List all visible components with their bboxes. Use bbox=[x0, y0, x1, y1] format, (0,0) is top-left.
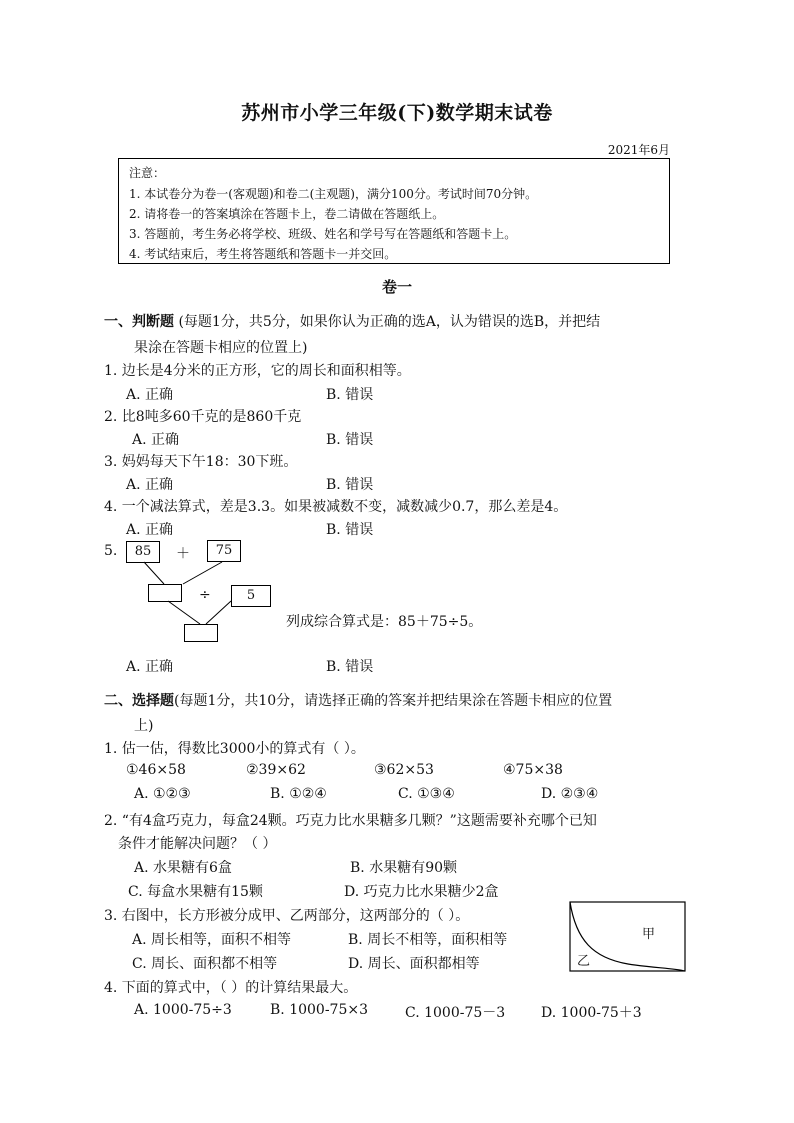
section2-header bbox=[104, 690, 612, 710]
number-box-5: 5 bbox=[231, 585, 271, 607]
divide-sign: ÷ bbox=[199, 587, 211, 603]
option-a: A. 正确 bbox=[126, 477, 174, 493]
expression-item: ③62×53 bbox=[374, 762, 434, 778]
question-2-2: 2. “有4盒巧克力，每盒24颗。巧克力比水果糖多几颗？”这题需要补充哪个已知 bbox=[104, 813, 597, 829]
option-b: B. 水果糖有90颗 bbox=[350, 860, 458, 876]
option-b: B. 错误 bbox=[326, 477, 374, 493]
page-title: 苏州市小学三年级(下)数学期末试卷 bbox=[241, 102, 553, 124]
volume-heading: 卷一 bbox=[381, 278, 412, 296]
section1-desc: (每题1分，共5分，如果你认为正确的选A，认为错误的选B，并把结 bbox=[174, 314, 601, 330]
question-1-3: 3. 妈妈每天下午18：30下班。 bbox=[104, 454, 298, 470]
question-2-2-cont: 条件才能解决问题？（ ） bbox=[118, 836, 277, 852]
question-1-2: 2. 比8吨多60千克的是860千克 bbox=[104, 409, 302, 425]
question-2-3: 3. 右图中，长方形被分成甲、乙两部分，这两部分的（ ）。 bbox=[104, 908, 470, 924]
exam-date: 2021年6月 bbox=[607, 143, 670, 157]
option-a: A. 正确 bbox=[126, 659, 174, 675]
section1-header bbox=[104, 311, 600, 331]
section1-desc-cont: 果涂在答题卡相应的位置上) bbox=[134, 340, 308, 356]
region-yi-label: 乙 bbox=[577, 954, 591, 969]
blank-box bbox=[184, 624, 218, 642]
section2-label: 二、选择题 bbox=[104, 693, 174, 709]
option-b: B. 错误 bbox=[326, 522, 374, 538]
region-jia-label: 甲 bbox=[642, 927, 656, 942]
option-b: B. 周长不相等，面积相等 bbox=[348, 932, 508, 948]
section1-label: 一、判断题 bbox=[104, 314, 174, 330]
option-a: A. 水果糖有6盒 bbox=[134, 860, 232, 876]
option-a: A. 正确 bbox=[132, 432, 180, 448]
option-b: B. 错误 bbox=[326, 432, 374, 448]
option-a: A. 1000-75÷3 bbox=[134, 1002, 232, 1018]
section2-desc-cont: 上) bbox=[134, 718, 154, 734]
option-d: D. 1000-75＋3 bbox=[541, 1005, 642, 1021]
option-b: B. 错误 bbox=[326, 659, 374, 675]
option-b: B. ①②④ bbox=[270, 786, 327, 802]
number-box-75: 75 bbox=[207, 540, 241, 562]
combined-expression-text: 列成综合算式是：85＋75÷5。 bbox=[286, 614, 483, 630]
option-b: B. 1000-75×3 bbox=[270, 1002, 368, 1018]
option-c: C. 每盒水果糖有15颗 bbox=[128, 884, 263, 900]
notice-heading: 注意： bbox=[129, 166, 166, 180]
question-2-1: 1. 估一估，得数比3000小的算式有（ ）。 bbox=[104, 741, 365, 757]
option-a: A. 正确 bbox=[126, 387, 174, 403]
notice-line: 1. 本试卷分为卷一(客观题)和卷二(主观题)，满分100分。考试时间70分钟。 bbox=[129, 187, 538, 201]
option-d: D. 巧克力比水果糖少2盒 bbox=[344, 884, 499, 900]
option-d: D. ②③④ bbox=[541, 786, 599, 802]
option-a: A. 周长相等，面积不相等 bbox=[132, 932, 292, 948]
plus-sign: ＋ bbox=[176, 546, 190, 562]
blank-box bbox=[148, 584, 182, 602]
question-1-4: 4. 一个减法算式，差是3.3。如果被减数不变，减数减少0.7，那么差是4。 bbox=[104, 499, 568, 515]
option-c: C. 1000-75－3 bbox=[405, 1005, 506, 1021]
option-c: C. ①③④ bbox=[398, 786, 455, 802]
notice-line: 4. 考试结束后，考生将答题纸和答题卡一并交回。 bbox=[129, 247, 397, 261]
option-b: B. 错误 bbox=[326, 387, 374, 403]
question-1-1: 1. 边长是4分米的正方形，它的周长和面积相等。 bbox=[104, 363, 411, 379]
question-1-5-number: 5. bbox=[104, 543, 118, 559]
number-box-85: 85 bbox=[126, 541, 160, 563]
option-a: A. 正确 bbox=[126, 522, 174, 538]
expression-item: ④75×38 bbox=[503, 762, 563, 778]
option-a: A. ①②③ bbox=[134, 786, 191, 802]
option-c: C. 周长、面积都不相等 bbox=[132, 956, 278, 972]
section2-desc: (每题1分，共10分，请选择正确的答案并把结果涂在答题卡相应的位置 bbox=[174, 693, 613, 709]
option-d: D. 周长、面积都相等 bbox=[348, 956, 480, 972]
expression-item: ①46×58 bbox=[126, 762, 186, 778]
expression-item: ②39×62 bbox=[246, 762, 306, 778]
notice-box bbox=[118, 158, 670, 264]
notice-line: 3. 答题前，考生务必将学校、班级、姓名和学号写在答题纸和答题卡上。 bbox=[129, 227, 517, 241]
notice-line: 2. 请将卷一的答案填涂在答题卡上，卷二请做在答题纸上。 bbox=[129, 207, 445, 221]
question-2-4: 4. 下面的算式中，（ ）的计算结果最大。 bbox=[104, 980, 358, 996]
